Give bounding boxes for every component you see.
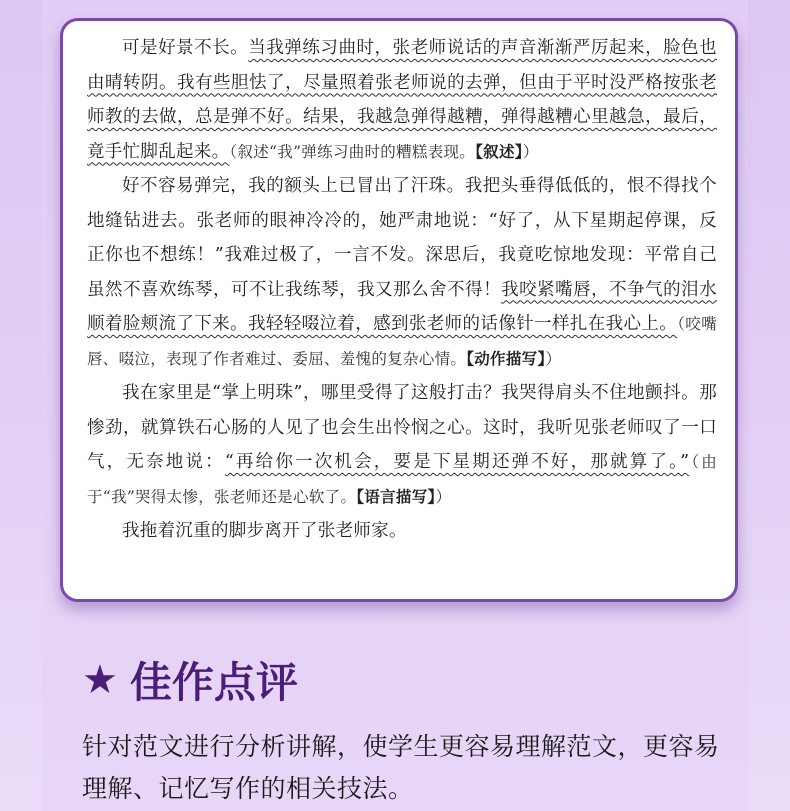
essay-paragraph-3 <box>87 376 717 514</box>
paragraph-1-opening: 可是好景不长。 <box>122 38 249 58</box>
paragraph-2-annotation: （咬嘴唇、啜泣，表现了作者难过、委屈、羞愧的复杂心情。 <box>87 315 717 368</box>
paragraph-3-tag: 【语言描写】 <box>356 487 436 506</box>
paragraph-3-highlight: “再给你一次机会，要是下星期还弹不好，那就算了。” <box>224 452 690 472</box>
paragraph-3-body: 我在家里是“掌上明珠”，哪里受得了这般打击？我哭得肩头不住地颤抖。那惨劲，就算铁石心肠的人见了也会生出怜悯之心。这时，我听见张老师叹了一口气，无奈地说： <box>87 383 717 472</box>
essay-paragraph-4 <box>87 514 717 549</box>
paragraph-1-tag: 【叙述】 <box>475 142 523 161</box>
paragraph-1-highlight: 当我弹练习曲时，张老师说话的声音渐渐严厉起来，脸色也由晴转阴。我有些胆怯了，尽量照着张老师说的去弹，但由于平时没严格按张老师教的去做，总是弹不好。结果，我越急弹得越糟，弹得越糟心里越急，最后，竟手忙脚乱起来。 <box>87 38 717 162</box>
paragraph-4-body: 我拖着沉重的脚步离开了张老师家。 <box>122 521 407 541</box>
paragraph-2-highlight: 我咬紧嘴唇，不争气的泪水顺着脸颊流了下来。我轻轻啜泣着，感到张老师的话像针一样扎在我心上。 <box>87 279 717 334</box>
essay-paragraph-1 <box>87 31 717 169</box>
star-icon: ★ <box>82 657 118 703</box>
section-heading <box>82 650 298 710</box>
essay-text <box>87 31 717 549</box>
essay-paragraph-2 <box>87 169 717 376</box>
paragraph-1-annotation: （叙述“我”弹练习曲时的糟糕表现。 <box>229 142 476 161</box>
section-description: 针对范文进行分析讲解，使学生更容易理解范文，更容易理解、记忆写作的相关技法。 <box>82 732 720 803</box>
paragraph-2-close: ） <box>545 349 562 368</box>
paragraph-3-annotation: （由于“我”哭得太惨，张老师还是心软了。 <box>87 453 717 506</box>
paragraph-1-close: ） <box>522 142 539 161</box>
paragraph-2-body: 好不容易弹完，我的额头上已冒出了汗珠。我把头垂得低低的，恨不得找个地缝钻进去。张老师的眼神冷冷的，她严肃地说：“好了，从下星期起停课，反正你也不想练！”我难过极了，一言不发。深思后，我竟吃惊地发现：平常自己虽然不喜欢练琴，可不让我练琴，我又那么舍不得！ <box>87 176 717 300</box>
section-title: 佳作点评 <box>129 658 298 707</box>
paragraph-3-close: ） <box>435 487 452 506</box>
paragraph-2-tag: 【动作描写】 <box>466 349 546 368</box>
sample-essay-card <box>60 18 738 602</box>
